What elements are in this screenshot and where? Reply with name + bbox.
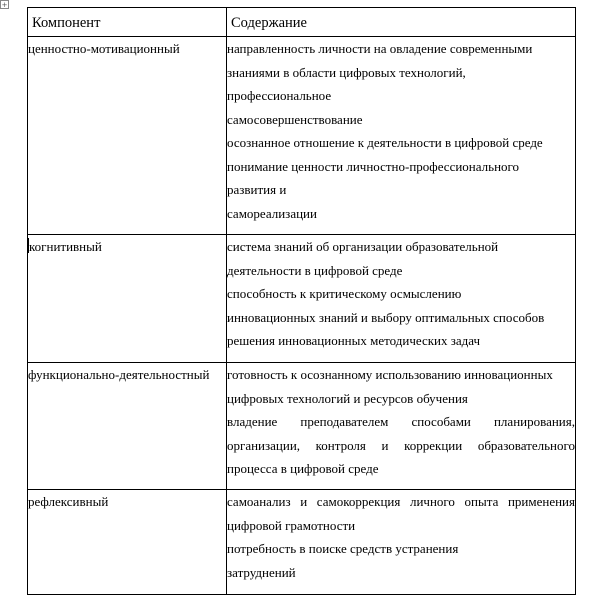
content-line: цифровой грамотности <box>227 517 356 533</box>
table-row <box>28 490 576 595</box>
component-label: когнитивный <box>29 239 102 254</box>
table-row <box>28 363 576 490</box>
content-line: развития и <box>227 182 287 197</box>
content-line: потребность в поиске средств устранения <box>227 541 459 556</box>
header-component: Компонент <box>28 8 227 37</box>
table-move-handle-icon[interactable]: + <box>1 1 8 9</box>
component-cell: рефлексивный <box>28 490 227 595</box>
table-row <box>28 37 576 235</box>
content-cell <box>227 363 576 490</box>
content-line: понимание ценности личностно-профессионального <box>227 158 520 174</box>
content-line: способность к критическому осмыслению <box>227 286 462 301</box>
content-line: самоанализ и самокоррекция личного опыта применения <box>227 494 575 509</box>
content-line: владение преподавателем способами планирования, <box>227 414 575 429</box>
content-line: система знаний об организации образовательной <box>227 239 499 254</box>
content-line: самосовершенствование <box>227 111 363 127</box>
content-line: направленность личности на овладение современными <box>227 41 533 56</box>
content-line: цифровых технологий и ресурсов обучения <box>227 390 468 406</box>
table-row <box>28 235 576 363</box>
content-line: решения инновационных методических задач <box>227 333 481 348</box>
content-cell <box>227 490 576 595</box>
content-line: организации, контроля и коррекции образовательного <box>227 437 575 453</box>
content-line: деятельности в цифровой среде <box>227 262 403 278</box>
content-cell <box>227 37 576 235</box>
component-cell <box>28 235 227 363</box>
content-line: осознанное отношение к деятельности в цифровой среде <box>227 135 543 150</box>
component-cell: ценностно-мотивационный <box>28 37 227 235</box>
components-table <box>27 7 576 595</box>
content-line: процесса в цифровой среде <box>227 461 379 476</box>
table-header-row <box>28 8 576 37</box>
content-line: профессиональное <box>227 88 332 103</box>
component-cell: функционально-деятельностный <box>28 363 227 490</box>
content-line: готовность к осознанному использованию инновационных <box>227 367 553 382</box>
content-line: инновационных знаний и выбору оптимальных способов <box>227 309 545 325</box>
content-cell <box>227 235 576 363</box>
content-line: затруднений <box>227 564 296 580</box>
content-line: самореализации <box>227 205 317 221</box>
header-content: Содержание <box>227 8 576 37</box>
content-line: знаниями в области цифровых технологий, <box>227 64 466 80</box>
